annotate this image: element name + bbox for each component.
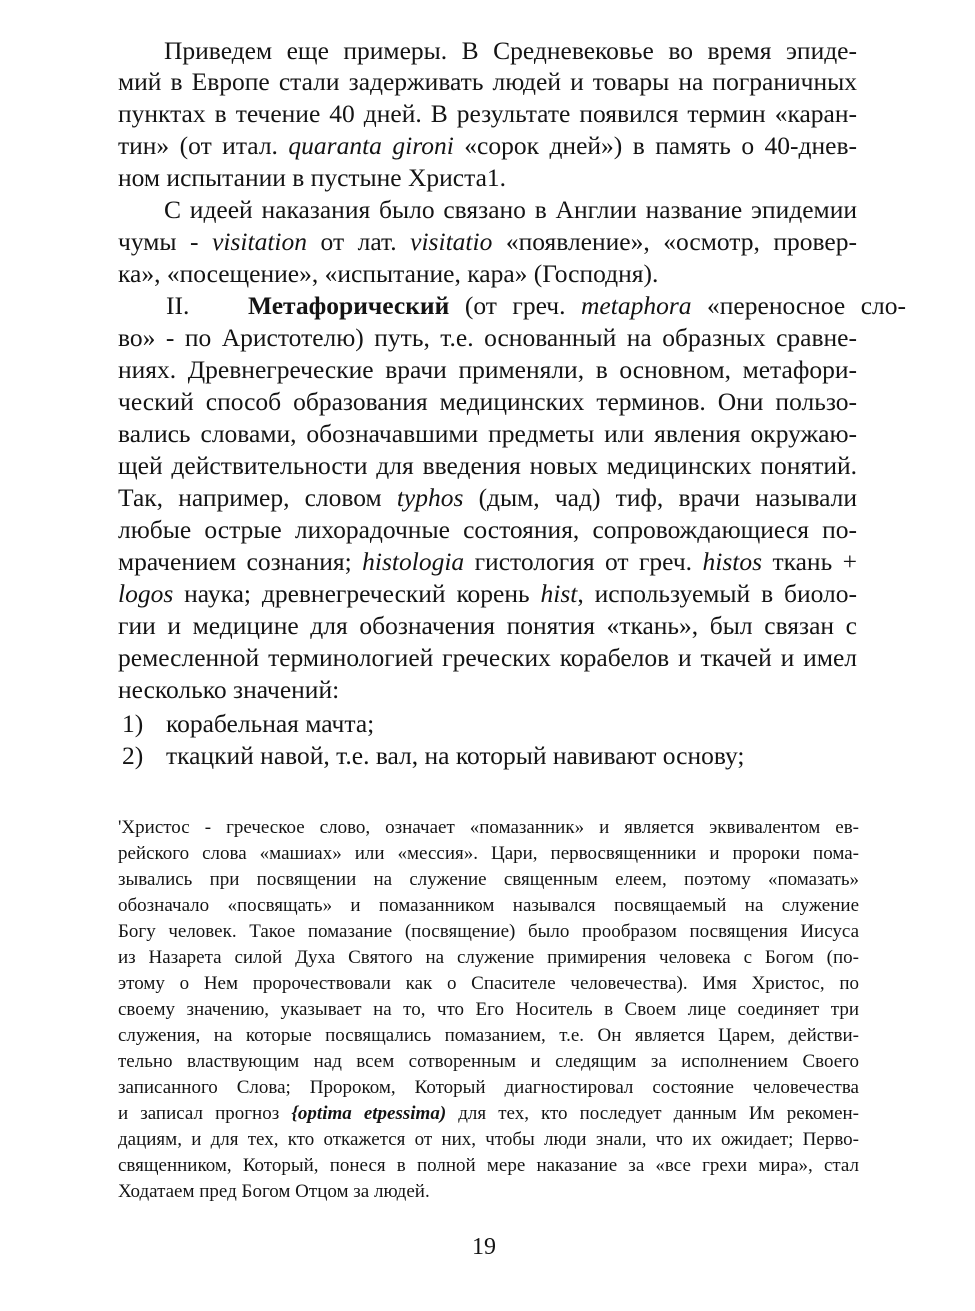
text-line: ремесленной терминологией греческих корабелов и ткачей и имел: [118, 643, 857, 672]
latin-term: {optima etpessima): [291, 1103, 447, 1124]
text-line: С идеей наказания было связано в Англии название эпидемии: [164, 195, 857, 224]
footnote-line: и записал прогноз {optima etpessima) для тех, кто последует данным Им рекомен-: [118, 1103, 860, 1124]
latin-term: visitation: [212, 227, 307, 256]
footnote-line: записанного Слова; Пророком, Который диагностировал состояние человечества: [118, 1077, 859, 1098]
latin-term: visitatio: [410, 227, 493, 256]
text-line: чумы - visitation от лат. visitatio «появление», «осмотр, провер-: [118, 227, 857, 256]
latin-term: quaranta gironi: [288, 131, 454, 160]
text-line: щей действительности для введения новых медицинских понятий.: [118, 451, 857, 480]
text-line: Приведем еще примеры. В Средневековье во время эпиде-: [164, 36, 857, 65]
text-line: тин» (от итал. quaranta gironi «сорок дней») в память о 40-днев-: [118, 131, 858, 160]
text-line: несколько значений:: [118, 675, 340, 704]
page-number: 19: [472, 1234, 496, 1260]
list-number: 1): [122, 709, 144, 738]
greek-term: histos: [702, 547, 763, 576]
text-line: logos наука; древнегреческий корень hist, используемый в биоло-: [118, 579, 858, 608]
footnote-reference[interactable]: 1: [486, 163, 500, 192]
text-line: во» - по Аристотелю) путь, т.е. основанный на образных сравне-: [118, 323, 857, 352]
text-line: Так, например, словом typhos (дым, чад) тиф, врачи называли: [118, 483, 857, 512]
list-item: корабельная мачта;: [166, 709, 375, 738]
footnote-line: Богу человек. Такое помазание (посвящение) было прообразом посвящения Иисуса: [118, 921, 859, 942]
footnote-line: Ходатаем пред Богом Отцом за людей.: [118, 1181, 430, 1202]
text-line: любые острые лихорадочные состояния, сопровождающиеся по-: [118, 515, 857, 544]
text-line: Метафорический (от греч. metaphora «переносное сло-: [248, 291, 906, 320]
text-line: вались словами, обозначавшими предметы или явления окружаю-: [118, 419, 857, 448]
footnote-line: рейского слова «машиах» или «мессия». Цари, первосвященники и пророки пома-: [118, 843, 859, 864]
text-line: ческий способ образования медицинских терминов. Они пользо-: [118, 387, 857, 416]
footnote-line: своему значению, указывает на то, что Его Носитель в Своем лице соединяет три: [118, 999, 859, 1020]
footnote-line: 'Христос - греческое слово, означает «помазанник» и является эквивалентом ев-: [118, 817, 859, 838]
footnote-line: из Назарета силой Духа Святого на служение примирения человека с Богом (по-: [118, 947, 859, 968]
greek-term: typhos: [396, 483, 464, 512]
footnote-line: дациям, и для тех, кто откажется от них, чтобы люди знали, что их ожидает; Перво-: [118, 1129, 859, 1150]
section-number: II.: [166, 291, 190, 320]
greek-term: metaphora: [581, 291, 692, 320]
greek-term: hist: [540, 579, 578, 608]
footnote-line: служения, на которые посвящались помазанием, т.е. Он является Царем, действи-: [118, 1025, 859, 1046]
footnote-line: обозначало «посвящать» и помазанником назывался посвящаемый на служение: [118, 895, 859, 916]
footnote-line: священником, Который, понеся в полной мере наказание за «все грехи мира», стал: [118, 1155, 859, 1176]
text-line: мий в Европе стали задерживать людей и товары на пограничных: [118, 67, 857, 96]
text-line: мрачением сознания; histologia гистология от греч. histos ткань +: [118, 547, 858, 576]
greek-term: logos: [118, 579, 174, 608]
list-item: ткацкий навой, т.е. вал, на который навивают основу;: [166, 741, 745, 770]
text-line: пунктах в течение 40 дней. В результате появился термин «каран-: [118, 99, 857, 128]
text-line: ном испытании в пустыне Христа1.: [118, 163, 507, 192]
footnote-line: зывались при посвящении на служение священным елеем, поэтому «помазать»: [118, 869, 859, 890]
greek-term: histologia: [362, 547, 465, 576]
term-bold: Метафорический: [248, 291, 450, 320]
footnote-line: этому о Нем пророчествовали как о Спасителе человечества). Имя Христос, по: [118, 973, 859, 994]
footnote-line: тельно властвующим над всем сотворенным и следящим за исполнением Своего: [118, 1051, 859, 1072]
text-line: ниях. Древнегреческие врачи применяли, в основном, метафори-: [118, 355, 857, 384]
text-line: ка», «посещение», «испытание, кара» (Господня).: [118, 259, 659, 288]
text-line: гии и медицине для обозначения понятия «ткань», был связан с: [118, 611, 857, 640]
list-number: 2): [122, 741, 144, 770]
